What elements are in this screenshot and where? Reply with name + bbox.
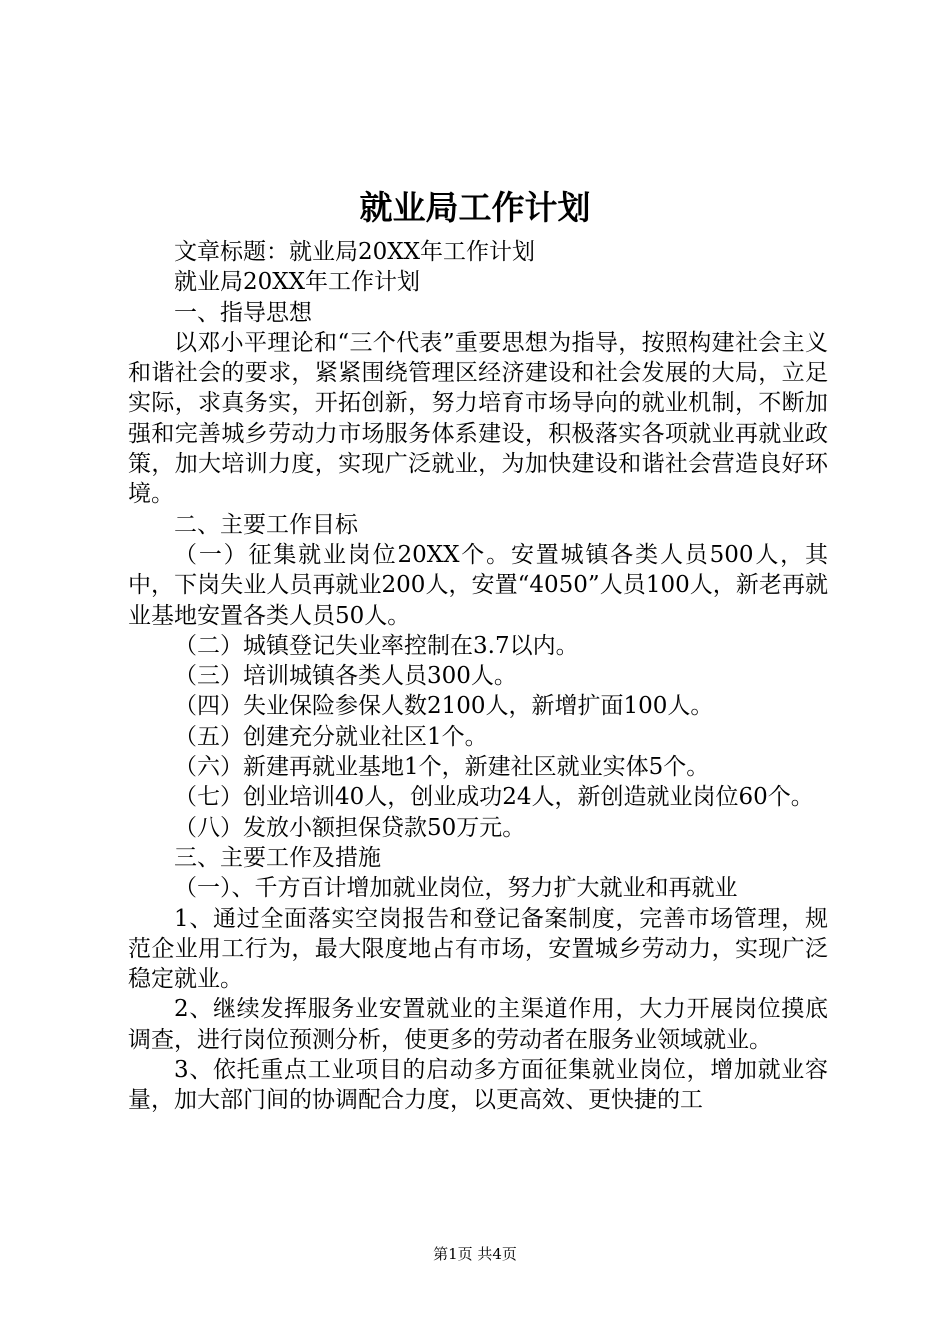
section-heading: 二、主要工作目标 (174, 511, 358, 538)
section-heading: 一、指导思想 (174, 299, 312, 326)
paragraph: （七）创业培训40人，创业成功24人，新创造就业岗位60个。 (174, 784, 814, 811)
paragraph: 就业局20XX年工作计划 (174, 269, 421, 296)
section-heading: 三、主要工作及措施 (174, 844, 381, 871)
paragraph: （三）培训城镇各类人员300人。 (174, 663, 517, 690)
paragraph: 3、依托重点工业项目的启动多方面征集就业岗位，增加就业容量，加大部门间的协调配合力度，以更高效、更快捷的工 (128, 1057, 828, 1114)
document-title: 就业局工作计划 (359, 188, 591, 227)
paragraph: （四）失业保险参保人数2100人，新增扩面100人。 (174, 693, 714, 720)
paragraph: （一）征集就业岗位20XX个。安置城镇各类人员500人，其中，下岗失业人员再就业200人，安置“4050”人员100人，新老再就业基地安置各类人员50人。 (128, 541, 828, 629)
paragraph: （二）城镇登记失业率控制在3.7以内。 (174, 632, 579, 659)
page-footer: 第1页 共4页 (433, 1245, 517, 1263)
paragraph: （一）、千方百计增加就业岗位，努力扩大就业和再就业 (174, 875, 738, 902)
paragraph: （五）创建充分就业社区1个。 (174, 723, 488, 750)
paragraph: 以邓小平理论和“三个代表”重要思想为指导，按照构建社会主义和谐社会的要求，紧紧围绕管理区经济建设和社会发展的大局，立足实际，求真务实，开拓创新，努力培育市场导向的就业机制，不断加强和完善城乡劳动力市场服务体系建设，积极落实各项就业再就业政策，加大培训力度，实现广泛就业，为加快建设和谐社会营造良好环境。 (128, 329, 828, 508)
paragraph: 2、继续发挥服务业安置就业的主渠道作用，大力开展岗位摸底调查，进行岗位预测分析，使更多的劳动者在服务业领域就业。 (128, 996, 828, 1053)
paragraph: （八）发放小额担保贷款50万元。 (174, 814, 526, 841)
document-body (128, 237, 828, 1116)
paragraph: （六）新建再就业基地1个，新建社区就业实体5个。 (174, 754, 710, 781)
paragraph: 文章标题：就业局20XX年工作计划 (174, 239, 536, 265)
paragraph: 1、通过全面落实空岗报告和登记备案制度，完善市场管理，规范企业用工行为，最大限度地占有市场，安置城乡劳动力，实现广泛稳定就业。 (128, 905, 828, 993)
